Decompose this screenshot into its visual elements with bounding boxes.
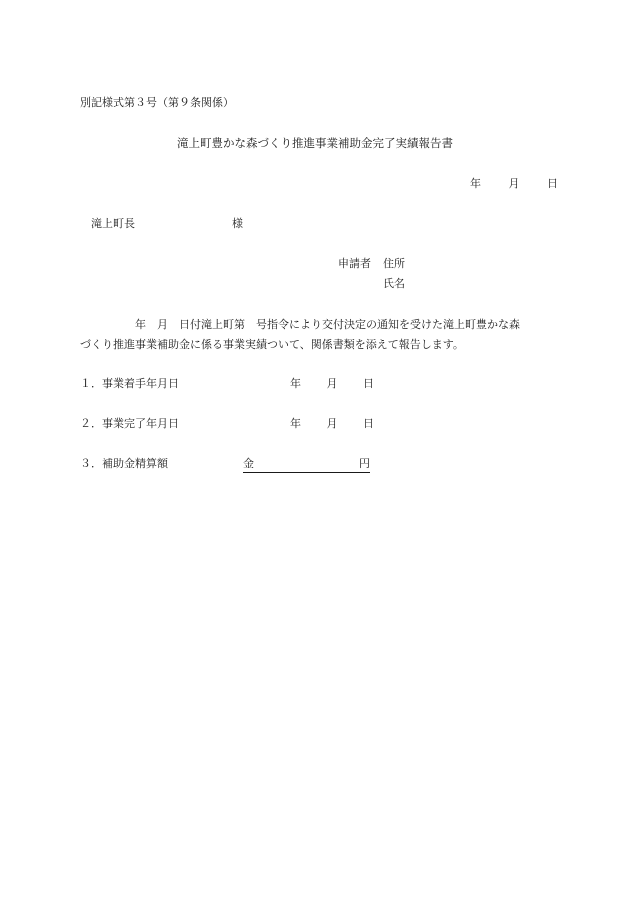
applicant-address-label: 住所 xyxy=(383,257,405,270)
item-start-day-label: 日 xyxy=(363,377,374,390)
addressee-name: 滝上町長 xyxy=(91,217,135,230)
body-paragraph xyxy=(80,315,560,355)
item-start-month-label: 月 xyxy=(326,377,338,390)
document-title: 滝上町豊かな森づくり推進事業補助金完了実績報告書 xyxy=(177,136,453,150)
report-date-line xyxy=(470,175,558,191)
item-end-date-value xyxy=(290,415,374,431)
amount-prefix: 金 xyxy=(243,457,254,470)
item-settlement-amount-label: ３．補助金精算額 xyxy=(80,457,168,470)
item-start-date-label: １．事業着手年月日 xyxy=(80,377,179,390)
date-day-label: 日 xyxy=(547,177,558,190)
item-start-date-value xyxy=(290,375,374,391)
item-end-year-label: 年 xyxy=(290,417,301,430)
settlement-amount-field xyxy=(243,455,370,473)
item-start-year-label: 年 xyxy=(290,377,301,390)
applicant-name-label: 氏名 xyxy=(383,277,405,290)
body-line-2: づくり推進事業補助金に係る事業実績ついて、関係書類を添えて報告します。 xyxy=(80,338,464,351)
amount-suffix: 円 xyxy=(359,457,370,470)
addressee-honorific: 様 xyxy=(232,217,243,230)
body-line-1: 年 月 日付滝上町第 号指令により交付決定の通知を受けた滝上町豊かな森 xyxy=(80,318,520,331)
applicant-label: 申請者 xyxy=(338,257,371,270)
date-month-label: 月 xyxy=(508,177,520,190)
item-end-date-label: ２．事業完了年月日 xyxy=(80,417,179,430)
date-year-label: 年 xyxy=(470,177,481,190)
item-end-month-label: 月 xyxy=(326,417,338,430)
form-number: 別記様式第３号（第９条関係） xyxy=(80,96,234,109)
item-end-day-label: 日 xyxy=(363,417,374,430)
